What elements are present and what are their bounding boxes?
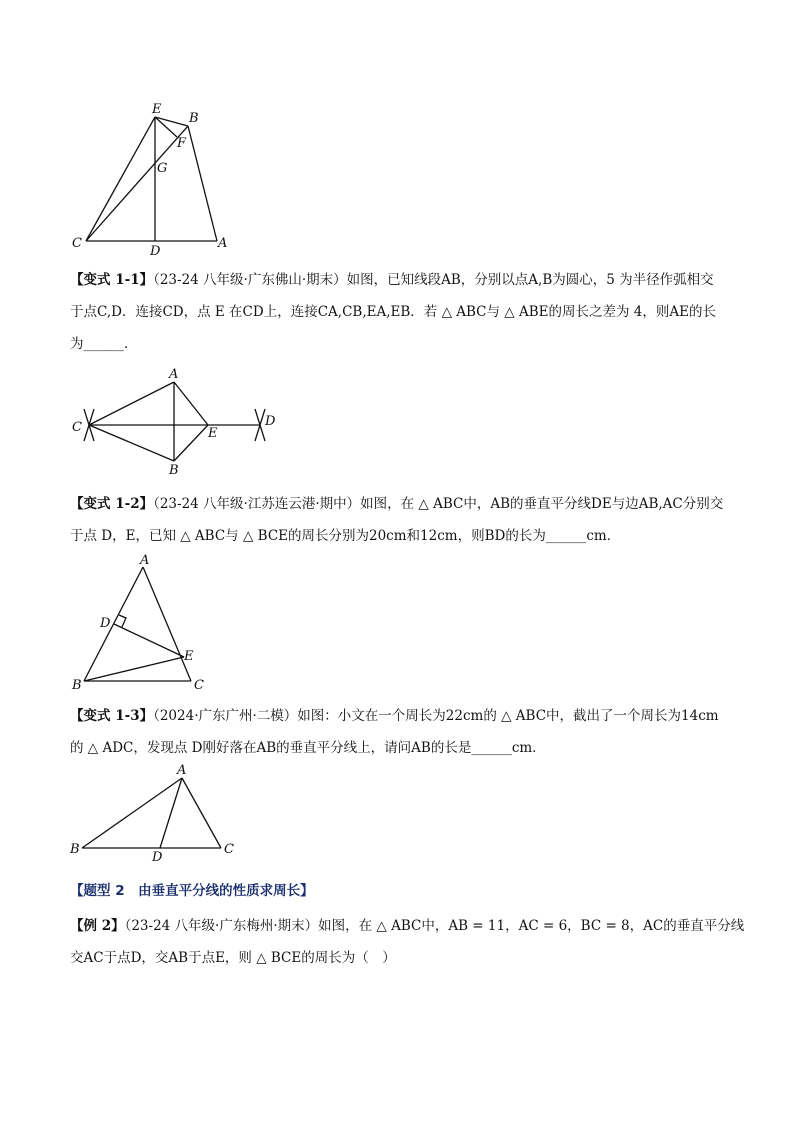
fig2-label-a: A <box>169 367 179 382</box>
example-2 <box>70 910 745 974</box>
problem-1-2-line2: 于点 D，E，已知 △ ABC与 △ BCE的周长分别为20cm和12cm，则BD的长为______cm． <box>70 528 621 544</box>
example-2-line2: 交AC于点D，交AB于点E，则 △ BCE的周长为（ ） <box>70 950 396 966</box>
figure-1-trapezoid <box>60 95 260 255</box>
problem-1-1-line1: （23-24 八年级·广东佛山·期末）如图，已知线段AB，分别以点A,B为圆心，5 为半径作弧相交 <box>153 272 714 288</box>
figure-4-triangle <box>60 760 260 870</box>
fig4-label-a: A <box>177 763 187 778</box>
fig2-label-b: B <box>169 463 179 478</box>
problem-1-3-line2: 的 △ ADC，发现点 D刚好落在AB的垂直平分线上，请问AB的长是______cm． <box>70 740 546 756</box>
fig1-label-d: D <box>150 244 161 255</box>
fig3-label-c: C <box>194 678 204 693</box>
fig1-label-a: A <box>218 236 228 251</box>
fig3-label-e: E <box>184 649 194 664</box>
figure-2-kite <box>60 365 290 480</box>
example-2-line1: （23-24 八年级·广东梅州·期末）如图，在 △ ABC中，AB = 11，AC = 6，BC = 8，AC的垂直平分线 <box>124 918 745 934</box>
problem-1-1-tag: 【变式 1-1】 <box>70 272 154 288</box>
fig2-label-e: E <box>208 426 218 441</box>
problem-1-2-line1: （23-24 八年级·江苏连云港·期中）如图，在 △ ABC中，AB的垂直平分线DE与边AB,AC分别交 <box>153 496 724 512</box>
fig3-label-d: D <box>100 616 111 631</box>
fig3-label-b: B <box>72 678 82 693</box>
problem-1-1 <box>70 264 730 360</box>
problem-1-3-tag: 【变式 1-3】 <box>70 708 154 724</box>
section-heading: 【题型 2 由垂直平分线的性质求周长】 <box>70 883 314 899</box>
fig1-label-b: B <box>189 111 199 126</box>
fig2-label-d: D <box>265 414 276 429</box>
fig1-label-e: E <box>152 102 162 117</box>
problem-1-2 <box>70 488 730 552</box>
example-2-tag: 【例 2】 <box>70 918 125 934</box>
fig4-label-b: B <box>70 842 80 857</box>
fig1-label-f: F <box>177 136 187 151</box>
problem-1-3-line1: （2024·广东广州·二模）如图：小文在一个周长为22cm的 △ ABC中，截出了一个周长为14cm <box>153 708 719 724</box>
fig1-label-g: G <box>157 161 168 176</box>
problem-1-2-tag: 【变式 1-2】 <box>70 496 154 512</box>
fig2-label-c: C <box>72 420 82 435</box>
problem-1-1-line2: 于点C,D．连接CD，点 E 在CD上，连接CA,CB,EA,EB．若 △ ABC与 △ ABE的周长之差为 4，则AE的长 <box>70 304 716 320</box>
fig1-label-c: C <box>72 236 82 251</box>
problem-1-1-line3: 为______． <box>70 336 138 352</box>
fig4-label-c: C <box>224 842 234 857</box>
problem-1-3 <box>70 700 730 764</box>
fig4-label-d: D <box>152 850 163 865</box>
figure-3-triangle <box>60 550 220 695</box>
fig3-label-a: A <box>140 553 150 568</box>
